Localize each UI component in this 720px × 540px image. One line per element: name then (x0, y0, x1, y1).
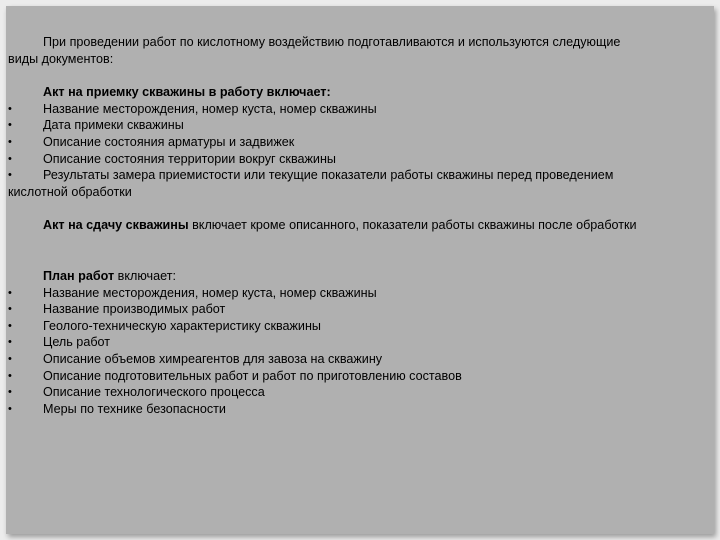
list-item: • Описание состояния арматуры и задвижек (8, 134, 295, 149)
intro-line-1: При проведении работ по кислотному воздействию подготавливаются и используются следующие (43, 35, 621, 49)
intro-line-2: виды документов: (8, 51, 114, 66)
list-item: • Описание состояния территории вокруг скважины (8, 151, 336, 166)
bullet-icon: • (8, 169, 12, 182)
list-item: • Цель работ (8, 335, 111, 350)
bullet-icon: • (8, 119, 12, 132)
list-item-continuation: кислотной обработки (8, 184, 132, 199)
slide-body (8, 34, 710, 417)
section1-heading-text: Акт на приемку скважины в работу включает: (43, 85, 331, 100)
section2-rest: включает кроме описанного, показатели работы скважины после обработки (188, 218, 637, 233)
list-item: • Название месторождения, номер куста, номер скважины (8, 285, 377, 300)
bullet-icon: • (8, 369, 12, 382)
bullet-icon: • (8, 402, 12, 415)
section2-bold: Акт на сдачу скважины (43, 218, 189, 233)
bullet-icon: • (8, 303, 12, 316)
bullet-icon: • (8, 152, 12, 165)
section2-paragraph (8, 217, 710, 234)
bullet-icon: • (8, 386, 12, 399)
bullet-icon: • (8, 135, 12, 148)
bullet-icon: • (8, 336, 12, 349)
bullet-icon: • (8, 319, 12, 332)
list-item: • Описание технологического процесса (8, 385, 265, 400)
bullet-icon: • (8, 102, 12, 115)
list-item: • Описание объемов химреагентов для завоза на скважину (8, 351, 383, 366)
bullet-icon: • (8, 352, 12, 365)
list-item: • Дата примеки скважины (8, 118, 184, 133)
list-item: • Название производимых работ (8, 302, 226, 317)
list-item: • Меры по технике безопасности (8, 401, 226, 416)
list-item: • Результаты замера приемистости или текущие показатели работы скважины перед проведением (8, 168, 614, 183)
list-item: • Геолого-техническую характеристику скважины (8, 318, 321, 333)
section3-rest: включает: (114, 268, 176, 283)
list-item: • Описание подготовительных работ и работ по приготовлению составов (8, 368, 462, 383)
bullet-icon: • (8, 286, 12, 299)
section3-bold: План работ (43, 268, 115, 283)
section3-heading (8, 268, 710, 285)
list-item: • Название месторождения, номер куста, номер скважины (8, 101, 377, 116)
section1-heading (8, 84, 710, 101)
